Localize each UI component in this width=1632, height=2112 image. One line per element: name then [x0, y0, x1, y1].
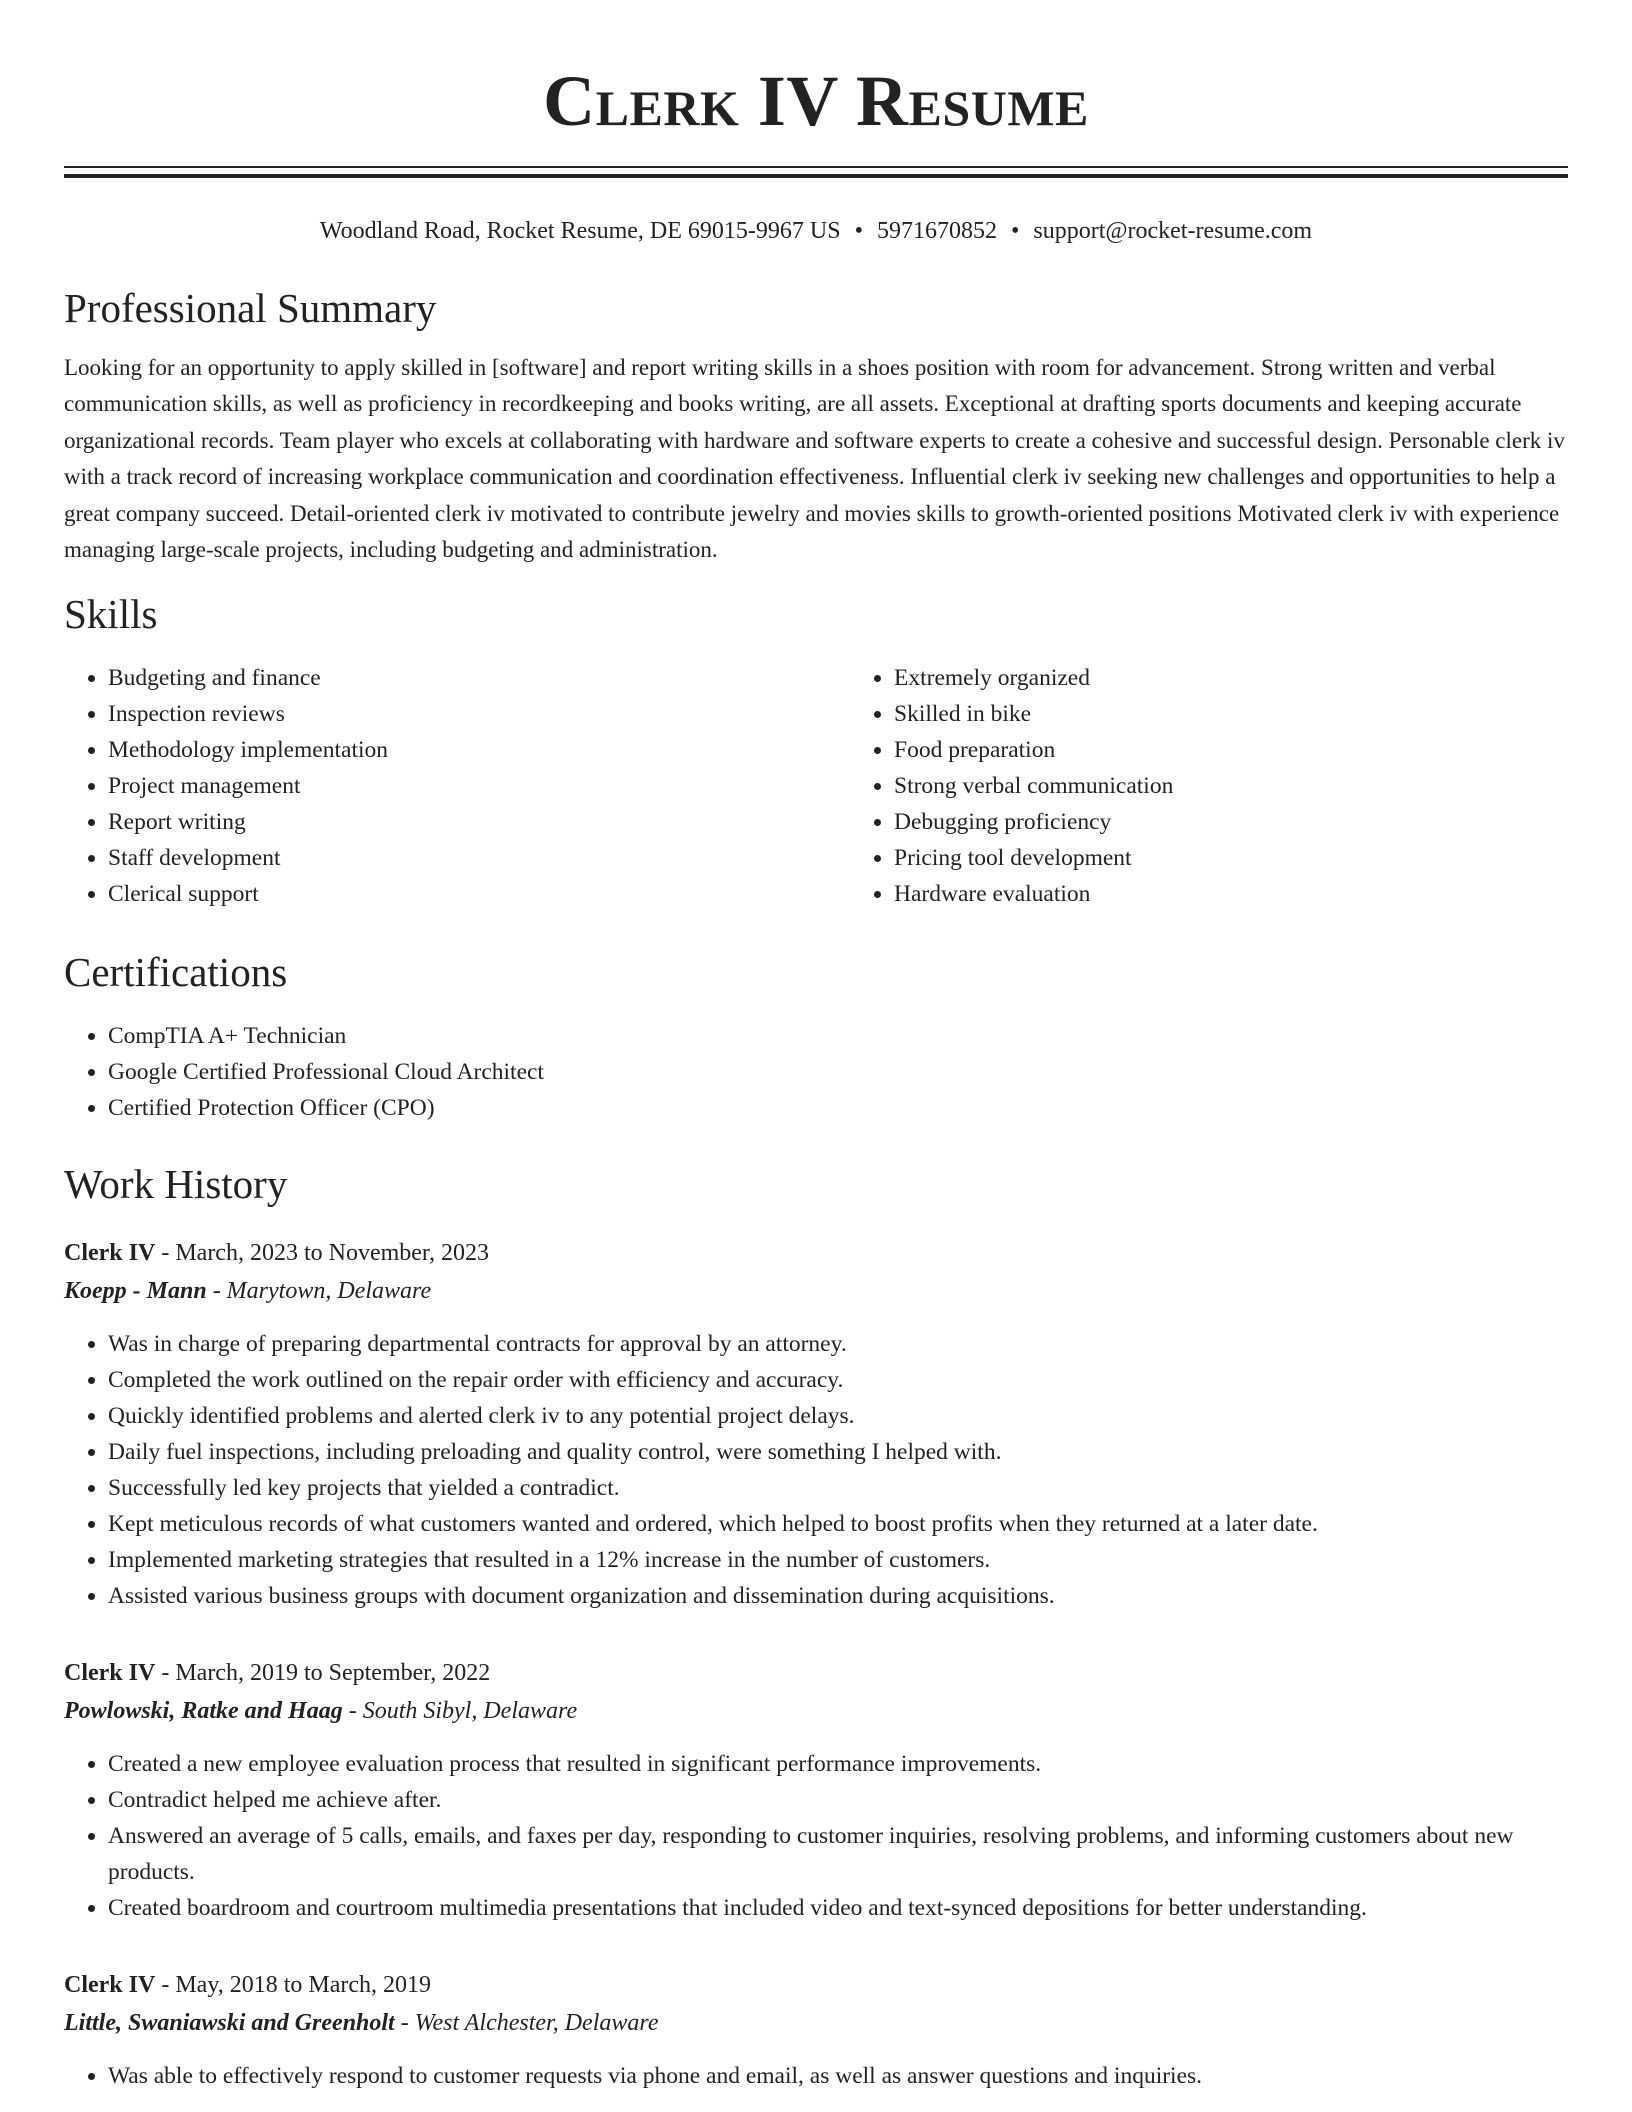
job-bullet: • Created boardroom and courtroom multimedia presentations that included video and text-synced depositions for better understanding. — [108, 1890, 1568, 1926]
job-company-line — [64, 1272, 1568, 1310]
job-bullets — [64, 1746, 1568, 1926]
job-bullet: • Answered an average of 5 calls, emails, and faxes per day, responding to customer inquiries, resolving problems, and informing customers about new products. — [108, 1818, 1568, 1890]
skill-item: • Food preparation — [894, 732, 1568, 768]
contact-separator: • — [1011, 218, 1020, 244]
skills-heading: Skills — [64, 591, 158, 638]
job-bullet: • Completed the work outlined on the repair order with efficiency and accuracy. — [108, 1362, 1568, 1398]
job-location: - West Alchester, Delaware — [394, 2010, 659, 2037]
job-entry — [64, 1654, 1568, 1926]
skill-item: • Extremely organized — [894, 660, 1568, 696]
job-bullet: • Implemented marketing strategies that resulted in a 12% increase in the number of customers. — [108, 1542, 1568, 1578]
summary-heading: Professional Summary — [64, 285, 437, 331]
job-bullet: • Created a new employee evaluation process that resulted in significant performance improvements. — [108, 1746, 1568, 1782]
job-dates: - May, 2018 to March, 2019 — [155, 1972, 432, 1999]
job-bullet: • Assisted various business groups with document organization and dissemination during acquisitions. — [108, 1578, 1568, 1614]
job-bullet: • Kept meticulous records of what customers wanted and ordered, which helped to boost profits when they returned at a later date. — [108, 1506, 1568, 1542]
skill-item: • Strong verbal communication — [894, 768, 1568, 804]
summary-text: Looking for an opportunity to apply skilled in [software] and report writing skills in a shoes position with room for advancement. Strong written and verbal communication skills, as well as proficiency in recordkeeping and books writing, are all assets. Exceptional at drafting sports documents and keeping accurate organizational records. Team player who excels at collaborating with hardware and software experts to create a cohesive and successful design. Personable clerk iv with a track record of increasing workplace communication and coordination effectiveness. Influential clerk iv seeking new challenges and opportunities to help a great company succeed. Detail-oriented clerk iv motivated to contribute jewelry and movies skills to growth-oriented positions Motivated clerk iv with experience managing large-scale projects, including budgeting and administration. — [64, 355, 1565, 563]
skill-item: • Staff development — [108, 840, 850, 876]
job-dates: - March, 2023 to November, 2023 — [155, 1240, 489, 1267]
skill-item: • Hardware evaluation — [894, 876, 1568, 912]
skill-item: • Methodology implementation — [108, 732, 850, 768]
job-company: Powlowski, Ratke and Haag — [64, 1698, 343, 1725]
contact-separator: • — [854, 218, 863, 244]
job-bullet: • Was able to effectively respond to customer requests via phone and email, as well as answer questions and inquiries. — [108, 2058, 1568, 2094]
skill-item: • Pricing tool development — [894, 840, 1568, 876]
skill-item: • Clerical support — [108, 876, 850, 912]
job-bullet: • Successfully led key projects that yielded a contradict. — [108, 1470, 1568, 1506]
certification-item: • Certified Protection Officer (CPO) — [108, 1090, 1568, 1126]
resume-title: Clerk IV Resume — [543, 61, 1089, 141]
skill-item: • Budgeting and finance — [108, 660, 850, 696]
job-company-line — [64, 1692, 1568, 1730]
work-history-heading: Work History — [64, 1161, 288, 1208]
job-title-line — [64, 1234, 1568, 1272]
job-bullet: • Daily fuel inspections, including preloading and quality control, were something I helped with. — [108, 1434, 1568, 1470]
certifications-list — [64, 1018, 1568, 1126]
job-title: Clerk IV — [64, 1660, 156, 1687]
skill-item: • Debugging proficiency — [894, 804, 1568, 840]
job-bullets — [64, 2058, 1568, 2094]
job-dates: - March, 2019 to September, 2022 — [155, 1660, 491, 1687]
job-company-line — [64, 2004, 1568, 2042]
skill-item: • Skilled in bike — [894, 696, 1568, 732]
contact-line — [64, 216, 1568, 246]
certification-item: • Google Certified Professional Cloud Architect — [108, 1054, 1568, 1090]
certification-item: • CompTIA A+ Technician — [108, 1018, 1568, 1054]
skills-column-left — [64, 660, 850, 912]
job-bullet: • Contradict helped me achieve after. — [108, 1782, 1568, 1818]
contact-email: support@rocket-resume.com — [1033, 218, 1313, 244]
skill-item: • Project management — [108, 768, 850, 804]
job-location: - South Sibyl, Delaware — [342, 1698, 578, 1725]
job-bullets — [64, 1326, 1568, 1614]
contact-phone: 5971670852 — [877, 218, 997, 244]
job-entry — [64, 1966, 1568, 2094]
job-company: Little, Swaniawski and Greenholt — [64, 2010, 395, 2037]
job-entry — [64, 1234, 1568, 1614]
job-company: Koepp - Mann — [64, 1278, 207, 1305]
job-title-line — [64, 1654, 1568, 1692]
job-title: Clerk IV — [64, 1240, 156, 1267]
skills-list — [64, 660, 1568, 912]
job-title-line — [64, 1966, 1568, 2004]
skill-item: • Report writing — [108, 804, 850, 840]
job-bullet: • Quickly identified problems and alerted clerk iv to any potential project delays. — [108, 1398, 1568, 1434]
job-location: - Marytown, Delaware — [206, 1278, 432, 1305]
job-title: Clerk IV — [64, 1972, 156, 1999]
contact-address: Woodland Road, Rocket Resume, DE 69015-9967 US — [319, 218, 841, 244]
title-divider-thin — [64, 166, 1568, 168]
job-bullet: • Was in charge of preparing departmental contracts for approval by an attorney. — [108, 1326, 1568, 1362]
title-divider-thick — [64, 174, 1568, 178]
certifications-heading: Certifications — [64, 949, 288, 996]
skills-column-right — [850, 660, 1568, 912]
skill-item: • Inspection reviews — [108, 696, 850, 732]
